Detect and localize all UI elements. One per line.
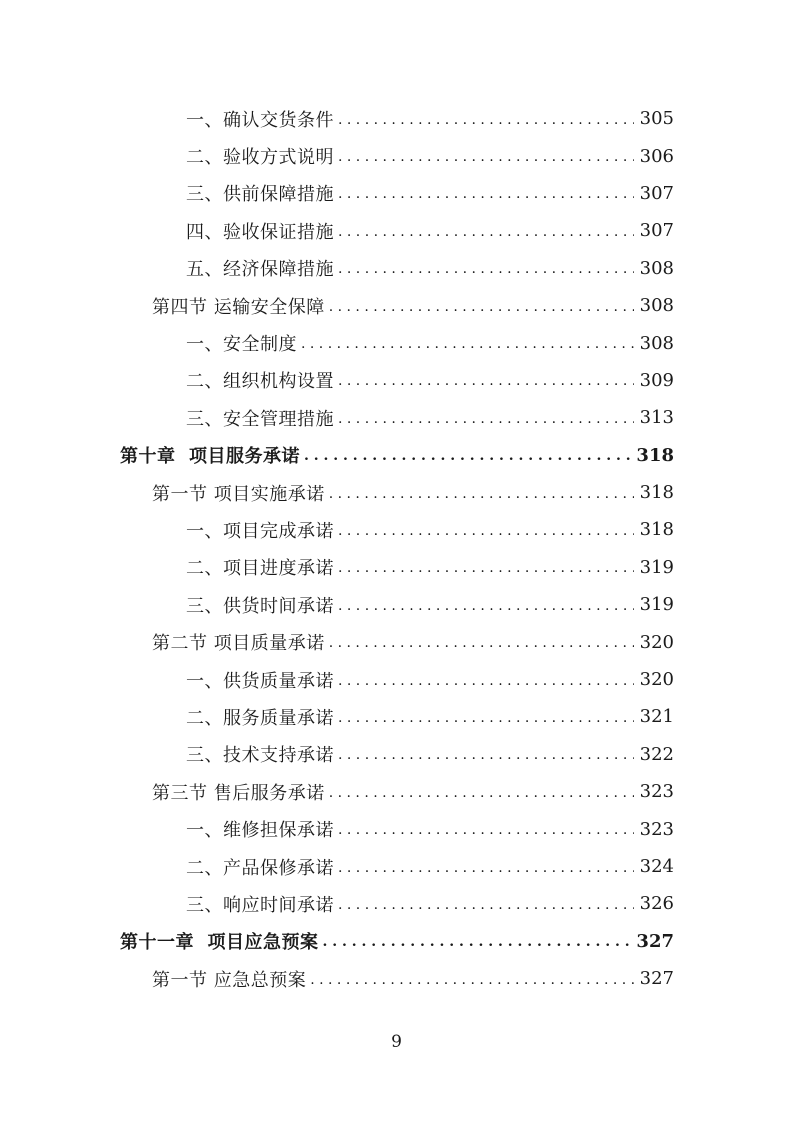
toc-entry-item[interactable] <box>0 399 674 436</box>
dot-leader <box>338 149 634 165</box>
toc-entry-page: 308 <box>639 295 674 317</box>
toc-entry-item[interactable] <box>0 586 674 623</box>
toc-entry-title: 一、确认交货条件 <box>186 109 334 131</box>
toc-entry-page: 308 <box>639 257 674 279</box>
toc-entry-page: 307 <box>639 182 674 204</box>
toc-entry-page: 318 <box>639 482 674 504</box>
toc-entry-title: 三、技术支持承诺 <box>186 745 334 767</box>
toc-entry-page: 318 <box>639 519 674 541</box>
toc-entry-page: 319 <box>639 594 674 616</box>
toc-entry-page: 324 <box>639 856 674 877</box>
toc-entry-title: 第十一章 项目应急预案 <box>120 932 319 954</box>
toc-entry-title: 一、项目完成承诺 <box>186 520 334 542</box>
page-number: 9 <box>391 1032 402 1052</box>
dot-leader <box>338 822 634 838</box>
toc-entry-page: 322 <box>639 743 674 765</box>
toc-entry-title: 二、服务质量承诺 <box>186 707 334 729</box>
toc-entry-page: 313 <box>639 407 674 429</box>
toc-entry-page: 319 <box>639 556 674 578</box>
toc-entry-item[interactable] <box>0 661 674 698</box>
dot-leader <box>338 186 634 202</box>
toc-entry-title: 四、验收保证措施 <box>186 221 334 243</box>
toc-entry-title: 第十章 项目服务承诺 <box>120 446 301 468</box>
dot-leader <box>338 261 634 277</box>
dot-leader <box>304 448 630 464</box>
toc-entry-section[interactable] <box>0 623 674 660</box>
dot-leader <box>323 934 631 950</box>
dot-leader <box>329 299 634 315</box>
toc-entry-title: 五、经济保障措施 <box>186 259 334 281</box>
toc-entry-title: 一、供货质量承诺 <box>186 670 334 692</box>
toc-entry-title: 第三节 售后服务承诺 <box>152 782 325 804</box>
toc-entry-page: 327 <box>636 930 674 952</box>
dot-leader <box>338 860 634 876</box>
toc-entry-page: 320 <box>639 631 674 653</box>
toc-entry-item[interactable] <box>0 848 674 885</box>
toc-entry-item[interactable] <box>0 736 674 773</box>
dot-leader <box>338 224 634 240</box>
toc-entry-page: 318 <box>636 444 674 466</box>
dot-leader <box>329 635 634 651</box>
toc-entry-title: 三、安全管理措施 <box>186 408 334 430</box>
toc-entry-title: 三、供前保障措施 <box>186 184 334 206</box>
dot-leader <box>338 373 634 389</box>
toc-entry-item[interactable] <box>0 175 674 212</box>
table-of-contents <box>0 100 793 997</box>
dot-leader <box>338 598 634 614</box>
toc-entry-item[interactable] <box>0 324 674 361</box>
toc-entry-page: 327 <box>639 968 674 990</box>
toc-entry-item[interactable] <box>0 810 674 847</box>
toc-entry-page: 320 <box>639 669 674 691</box>
toc-entry-page: 307 <box>639 220 674 242</box>
toc-entry-item[interactable] <box>0 362 674 399</box>
dot-leader <box>338 411 634 427</box>
toc-entry-section[interactable] <box>0 773 674 810</box>
dot-leader <box>338 710 634 726</box>
dot-leader <box>329 785 634 801</box>
dot-leader <box>338 560 634 576</box>
toc-entry-title: 一、维修担保承诺 <box>186 820 334 842</box>
toc-entry-section[interactable] <box>0 474 674 511</box>
toc-entry-page: 306 <box>639 145 674 167</box>
toc-entry-title: 三、响应时间承诺 <box>186 894 334 916</box>
toc-entry-item[interactable] <box>0 250 674 287</box>
toc-entry-section[interactable] <box>0 960 674 997</box>
dot-leader <box>338 897 634 913</box>
toc-entry-title: 一、安全制度 <box>186 334 297 356</box>
toc-entry-section[interactable] <box>0 287 674 324</box>
toc-entry-page: 309 <box>639 369 674 391</box>
toc-entry-title: 第一节 应急总预案 <box>152 969 307 991</box>
toc-entry-title: 三、供货时间承诺 <box>186 595 334 617</box>
dot-leader <box>338 673 634 689</box>
toc-entry-title: 二、产品保修承诺 <box>186 857 334 879</box>
toc-entry-title: 第四节 运输安全保障 <box>152 296 325 318</box>
toc-entry-chapter[interactable] <box>0 923 674 960</box>
toc-entry-item[interactable] <box>0 885 674 922</box>
toc-entry-item[interactable] <box>0 511 674 548</box>
toc-entry-item[interactable] <box>0 137 674 174</box>
toc-entry-item[interactable] <box>0 212 674 249</box>
toc-entry-page: 308 <box>639 332 674 354</box>
toc-entry-page: 305 <box>639 108 674 130</box>
dot-leader <box>310 972 633 988</box>
dot-leader <box>338 523 634 539</box>
toc-entry-item[interactable] <box>0 549 674 586</box>
dot-leader <box>329 486 634 502</box>
toc-entry-page: 321 <box>639 706 674 728</box>
toc-entry-item[interactable] <box>0 698 674 735</box>
dot-leader <box>338 112 634 128</box>
dot-leader <box>301 336 634 352</box>
dot-leader <box>338 747 634 763</box>
toc-entry-page: 323 <box>639 781 674 803</box>
toc-entry-title: 二、项目进度承诺 <box>186 558 334 580</box>
toc-entry-title: 第二节 项目质量承诺 <box>152 633 325 655</box>
toc-entry-title: 第一节 项目实施承诺 <box>152 483 325 505</box>
toc-entry-page: 326 <box>639 893 674 915</box>
toc-entry-chapter[interactable] <box>0 437 674 474</box>
toc-entry-page: 323 <box>639 818 674 840</box>
toc-entry-item[interactable] <box>0 100 674 137</box>
toc-entry-title: 二、验收方式说明 <box>186 147 334 169</box>
toc-entry-title: 二、组织机构设置 <box>186 371 334 393</box>
